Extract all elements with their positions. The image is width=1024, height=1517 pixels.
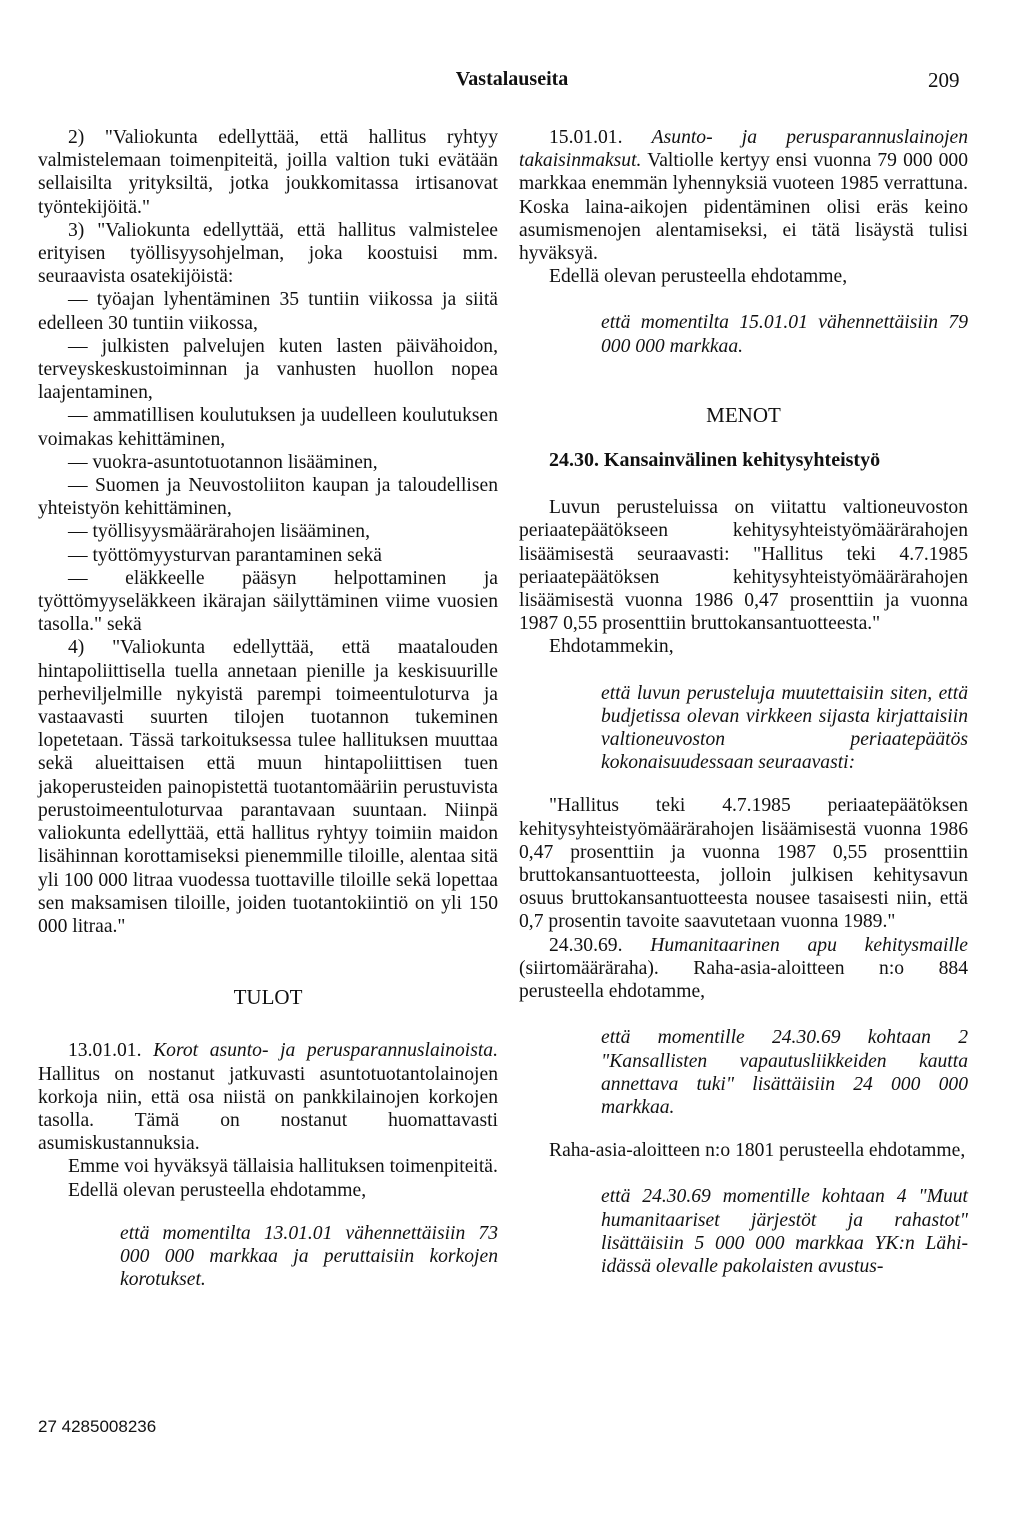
bullet-item: — työllisyysmäärärahojen lisääminen, (68, 521, 370, 543)
left-column (38, 126, 498, 1291)
section-title: Korot asunto- ja perusparannuslainoista. (153, 1040, 498, 1062)
paragraph: Luvun perusteluissa on viitattu valtioneuvoston periaatepäätökseen kehitysyhteistyömäärärahojen lisäämisestä seuraavasti: "Hallitus teki 4.7.1985 periaatepäätöksen kehitysyhteistyömäärärahojen lisäämisestä vuonna 1986 0,47 prosenttiin ja vuonna 1987 0,55 prosenttiin bruttokansantuotteesta." (519, 497, 968, 635)
item-4: 4) "Valiokunta edellyttää, että maatalouden hintapoliittisella tuella annetaan pienille ja keskisuurille perheviljelmille nykyistä parempi toimeentuloturva ja vastaavasti suurten tilojen tuotannon tukeminen lopetetaan. Tässä tarkoituksessa tulee hallituksen muuttaa sekä alueittaisen että muun hintapoliittisen tuen jakoperusteiden painopistettä tuotantomääriin perustuvista perustoimeentuloturvaa parantavaan suuntaan. Niinpä valiokunta edellyttää, että hallitus ryhtyy toimiin maidon lisähinnan korottamiseksi pienemmille tiloille, alentaa sitä yli 100 000 litraa vuodessa tuottaville tiloille sekä lopettaa sen maksamisen tiloille, joiden tuotantokiintiö on yli 150 000 litraa." (38, 637, 498, 937)
paragraph: Edellä olevan perusteella ehdotamme, (68, 1179, 367, 1201)
section-code: 15.01.01. (549, 127, 623, 148)
footer-code: 27 4285008236 (38, 1417, 157, 1436)
section-title: Asunto- ja perusparannuslainojen takaisinmaksut. (519, 127, 969, 172)
right-column (519, 126, 968, 1278)
bullet-item: — Suomen ja Neuvostoliiton kaupan ja taloudellisen yhteistyön kehittäminen, (38, 475, 498, 520)
section-code: 24.30.69. (549, 934, 623, 956)
bullet-item: — eläkkeelle pääsyn helpottaminen ja työttömyyseläkkeen ikärajan säilyttäminen viime vuosien tasolla." sekä (38, 567, 498, 636)
paragraph: Emme voi hyväksyä tällaisia hallituksen toimenpiteitä. (68, 1156, 498, 1178)
section-heading-menot: MENOT (706, 402, 781, 427)
section-text: (siirtomääräraha). Raha-asia-aloitteen n:o 884 perusteella ehdotamme, (519, 957, 968, 1003)
bullet-item: — työttömyysturvan parantaminen sekä (68, 544, 382, 566)
section-heading-tulot: TULOT (233, 985, 303, 1010)
bullet-item: — ammatillisen koulutuksen ja uudelleen koulutuksen voimakas kehittäminen, (38, 405, 498, 450)
paragraph: Ehdotammekin, (549, 636, 674, 658)
section-13-01-01 (38, 1039, 498, 1155)
section-code: 13.01.01. (68, 1040, 142, 1062)
section-15-01-01 (519, 126, 968, 265)
proposal: että momentilta 15.01.01 vähennettäisiin 79 000 000 markkaa. (601, 312, 968, 357)
running-header: Vastalauseita (455, 68, 569, 90)
section-title: Humanitaarinen apu kehitysmaille (650, 934, 969, 956)
item-2: 2) "Valiokunta edellyttää, että hallitus ryhtyy valmistelemaan toimenpiteitä, joilla valtion tuki evätään sellaisilta yrityksiltä, jotka joukkomitassa irtisanovat työntekijöitä." (38, 127, 498, 218)
proposal: että luvun perusteluja muutettaisiin siten, että budjetissa olevan virkkeen sijasta kirjattaisiin valtioneuvoston periaatepäätös kokonaisuudessaan seuraavasti: (601, 682, 968, 774)
quote: "Hallitus teki 4.7.1985 periaatepäätöksen kehitysyhteistyömäärärahojen lisäämisestä vuonna 1986 0,47 prosenttiin ja vuonna 1987 0,55 prosenttiin bruttokansantuotteesta, jolloin julkisen kehitysavun osuus bruttokansantuotteesta nousee tasaisesti niin, että 0,7 prosentin tavoite saavutetaan vuonna 1989." (519, 795, 968, 933)
bullet-item: — julkisten palvelujen kuten lasten päivähoidon, terveyskeskustoiminnan ja vanhusten huollon nopea laajentaminen, (38, 335, 498, 404)
bullet-item: — työajan lyhentäminen 35 tuntiin viikossa ja siitä edelleen 30 tuntiin viikossa, (38, 289, 498, 334)
paragraph: Edellä olevan perusteella ehdotamme, (549, 266, 848, 288)
section-24-30-69 (519, 934, 968, 1004)
section-code: 24.30. (549, 449, 599, 472)
proposal: että momentilta 13.01.01 vähennettäisiin 73 000 000 markkaa ja peruttaisiin korkojen korotukset. (120, 1222, 498, 1291)
section-text: Valtiolle kertyy ensi vuonna 79 000 000 markkaa enemmän lyhennyksiä vuoteen 1985 verrattuna. Koska laina-aikojen pidentäminen olisi eräs keino asumismenojen alentamiseksi, ei tätä lisäystä tulisi hyväksyä. (519, 150, 968, 265)
proposal: että 24.30.69 momentille kohtaan 4 "Muut humanitaariset järjestöt ja rahastot" lisättäisiin 5 000 000 markkaa YK:n Lähi-idässä olevalle pakolaisten avustus- (601, 1186, 968, 1277)
bullet-item: — vuokra-asuntotuotannon lisääminen, (68, 451, 378, 473)
section-text: Hallitus on nostanut jatkuvasti asuntotuotantolainojen korkoja niin, että osa niistä on pankkilainojen korkojen tasolla. Tämä on nostanut huomattavasti asumiskustannuksia. (38, 1063, 498, 1155)
section-title: Kansainvälinen kehitysyhteistyö (603, 449, 881, 472)
paragraph: Raha-asia-aloitteen n:o 1801 perusteella ehdotamme, (549, 1140, 966, 1162)
item-3: 3) "Valiokunta edellyttää, että hallitus valmistelee erityisen työllisyysohjelman, joka koostuisi mm. seuraavista osatekijöistä: (38, 219, 498, 288)
section-24-30 (519, 449, 968, 472)
proposal: että momentille 24.30.69 kohtaan 2 "Kansallisten vapautusliikkeiden kautta annettava tuki" lisättäisiin 24 000 000 markkaa. (601, 1027, 968, 1118)
page-number: 209 (928, 68, 960, 92)
